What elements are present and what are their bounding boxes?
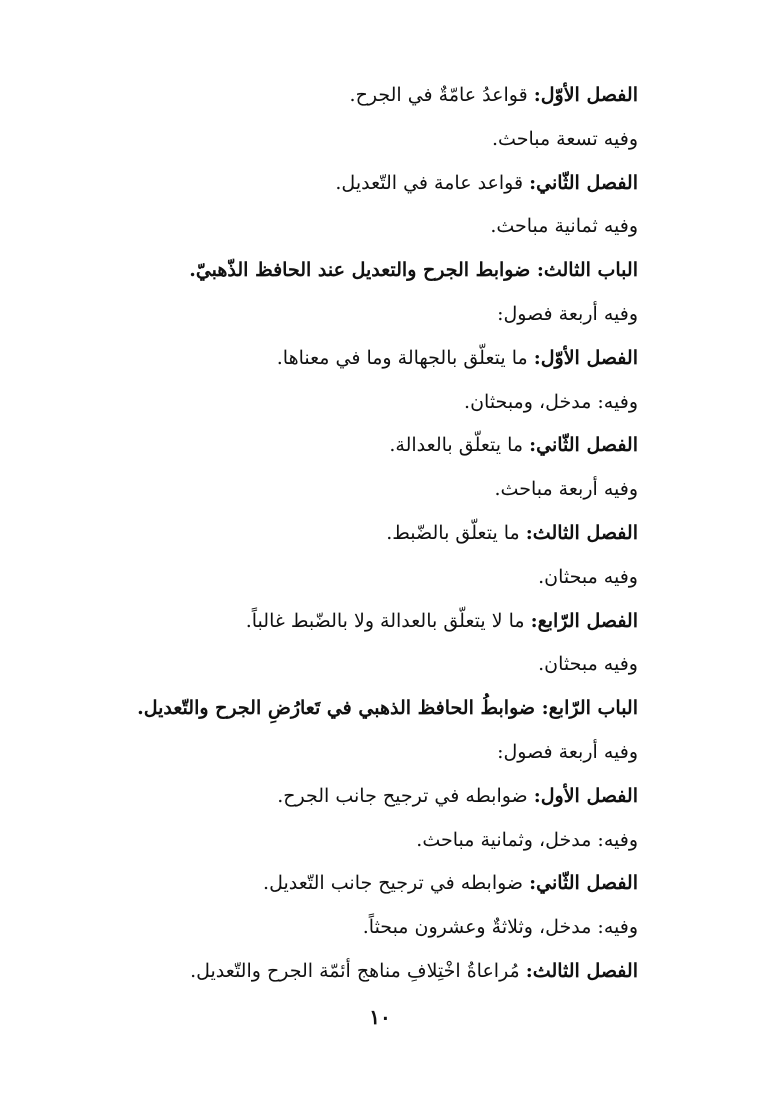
line-text: وفيه مبحثان. (538, 653, 638, 676)
line-text: ما يتعلّق بالعدالة. (389, 434, 530, 457)
line-21 (120, 950, 638, 994)
line-11 (120, 512, 638, 556)
line-label: الفصل الأوّل: (533, 346, 638, 369)
line-20 (120, 906, 638, 950)
line-text: ما يتعلّق بالجهالة وما في معناها. (276, 346, 534, 369)
line-text: وفيه أربعة مباحث. (494, 478, 638, 501)
line-6 (120, 293, 638, 337)
line-label: الفصل الثّاني: (529, 434, 638, 457)
line-label: الباب الثالث: (536, 259, 638, 282)
contents-list (120, 74, 638, 994)
line-9 (120, 424, 638, 468)
line-7 (120, 337, 638, 381)
line-label: الفصل الأوّل: (533, 84, 638, 106)
line-label: الفصل الثالث: (525, 521, 638, 544)
line-text: وفيه ثمانية مباحث. (490, 215, 638, 238)
line-label: الباب الرّابع: (541, 697, 638, 720)
line-1 (120, 74, 638, 118)
line-text: وفيه أربعة فصول: (497, 302, 638, 325)
line-5 (120, 249, 638, 293)
line-text: وفيه مبحثان. (538, 565, 638, 588)
line-text: ضوابطه في ترجيح جانب الجرح. (277, 784, 534, 807)
line-14 (120, 643, 638, 687)
line-text: ضوابطه في ترجيح جانب التّعديل. (263, 872, 530, 895)
line-text: وفيه: مدخل، وثمانية مباحث. (416, 828, 638, 851)
line-text: ما لا يتعلّق بالعدالة ولا بالضّبط غالباً. (245, 609, 531, 632)
line-16 (120, 731, 638, 775)
line-text: قواعد عامة في التّعديل. (335, 171, 530, 194)
line-text: قواعدُ عامّةٌ في الجرح. (349, 84, 534, 106)
line-text: ضوابطُ الحافظ الذهبي في تَعارُضِ الجرح والتّعديل. (137, 697, 542, 720)
line-8 (120, 381, 638, 425)
line-text: ما يتعلّق بالضّبط. (386, 521, 526, 544)
line-text: وفيه: مدخل، ومبحثان. (464, 390, 638, 413)
line-label: الفصل الأول: (533, 784, 638, 807)
line-label: الفصل الثالث: (525, 959, 638, 982)
line-text: وفيه: مدخل، وثلاثةٌ وعشرون مبحثاً. (362, 916, 638, 939)
line-19 (120, 862, 638, 906)
line-label: الفصل الرّابع: (530, 609, 638, 632)
line-label: الفصل الثّاني: (529, 872, 638, 895)
line-text: وفيه أربعة فصول: (497, 740, 638, 763)
line-text: مُراعاةُ اخْتِلافِ مناهج أئمّة الجرح والتّعديل. (190, 959, 526, 982)
line-13 (120, 600, 638, 644)
line-18 (120, 819, 638, 863)
line-label: الفصل الثّاني: (529, 171, 638, 194)
line-2 (120, 118, 638, 162)
line-4 (120, 205, 638, 249)
line-text: ضوابط الجرح والتعديل عند الحافظ الذّهبيّ. (189, 259, 537, 282)
line-17 (120, 775, 638, 819)
line-15 (120, 687, 638, 731)
line-10 (120, 468, 638, 512)
line-3 (120, 162, 638, 206)
page-number: ١٠ (369, 1005, 391, 1029)
line-12 (120, 556, 638, 600)
line-text: وفيه تسعة مباحث. (492, 127, 638, 150)
